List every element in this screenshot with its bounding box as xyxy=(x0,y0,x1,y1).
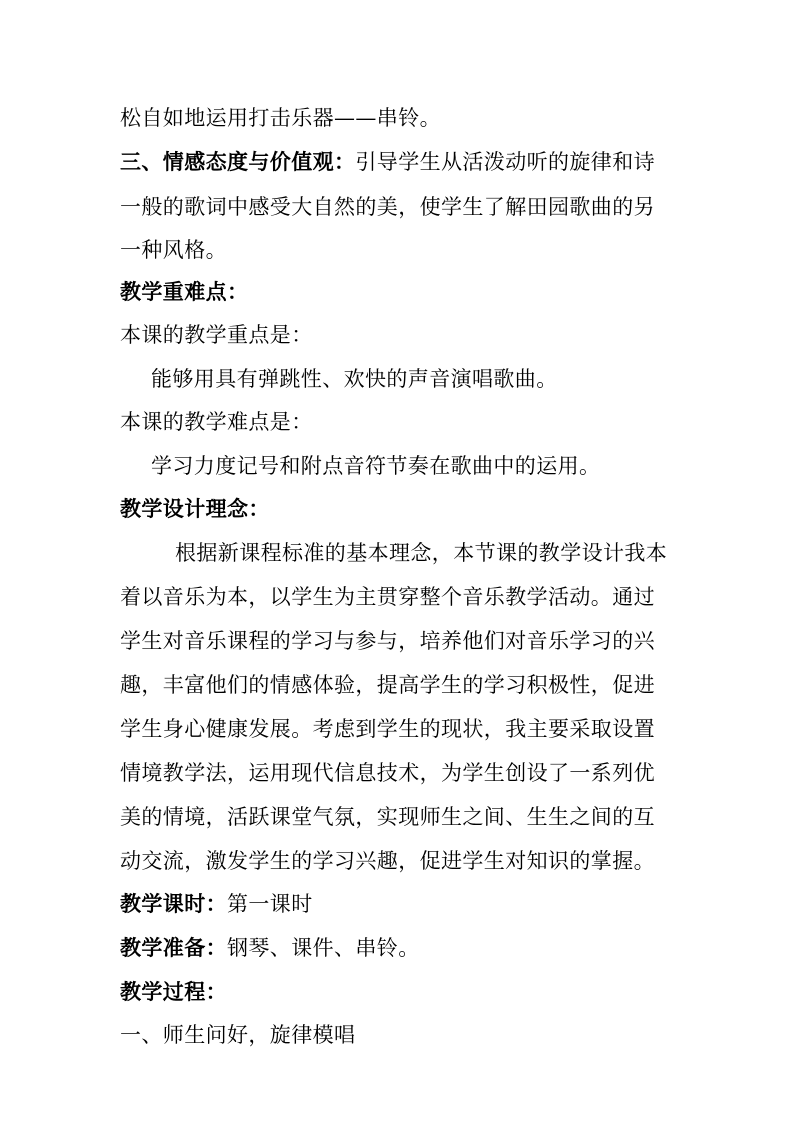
key-point-text: 能够用具有弹跳性、欢快的声音演唱歌曲。 xyxy=(151,367,558,391)
design-concept-line-4: 趣，丰富他们的情感体验，提高学生的学习积极性，促进 xyxy=(120,673,655,697)
design-concept-line-6: 情境教学法，运用现代信息技术，为学生创设了一系列优 xyxy=(120,761,655,785)
preparation-label: 教学准备： xyxy=(120,935,227,960)
preparation-line xyxy=(120,934,420,962)
key-difficulties-heading: 教学重难点： xyxy=(120,279,249,304)
preparation-value: 钢琴、课件、串铃。 xyxy=(227,936,420,960)
design-concept-line-3: 学生对音乐课程的学习与参与，培养他们对音乐学习的兴 xyxy=(120,629,655,653)
difficulty-label: 本课的教学难点是： xyxy=(120,410,313,434)
section3-text-1: 引导学生从活泼动听的旋律和诗 xyxy=(355,150,656,174)
continuation-line: 松自如地运用打击乐器——串铃。 xyxy=(120,106,441,130)
key-point-label: 本课的教学重点是： xyxy=(120,323,313,347)
section3-line-2: 一般的歌词中感受大自然的美，使学生了解田园歌曲的另 xyxy=(120,195,655,219)
design-concept-line-1: 根据新课程标准的基本理念，本节课的教学设计我本 xyxy=(175,541,668,565)
section3-line-3: 一种风格。 xyxy=(120,238,227,262)
design-concept-line-5: 学生身心健康发展。考虑到学生的现状，我主要采取设置 xyxy=(120,717,655,741)
design-concept-line-7: 美的情境，活跃课堂气氛，实现师生之间、生生之间的互 xyxy=(120,805,655,829)
process-step-1: 一、师生问好，旋律模唱 xyxy=(120,1023,356,1047)
difficulty-text: 学习力度记号和附点音符节奏在歌曲中的运用。 xyxy=(151,454,601,478)
class-hours-line xyxy=(120,890,313,918)
design-concept-line-2: 着以音乐为本，以学生为主贯穿整个音乐教学活动。通过 xyxy=(120,585,655,609)
class-hours-label: 教学课时： xyxy=(120,891,227,916)
section3-line-1 xyxy=(120,148,655,176)
design-concept-line-8: 动交流，激发学生的学习兴趣，促进学生对知识的掌握。 xyxy=(120,849,655,873)
section3-heading: 三、情感态度与价值观： xyxy=(120,149,356,174)
class-hours-value: 第一课时 xyxy=(227,892,313,916)
process-heading: 教学过程： xyxy=(120,979,227,1004)
design-concept-heading: 教学设计理念： xyxy=(120,496,270,521)
